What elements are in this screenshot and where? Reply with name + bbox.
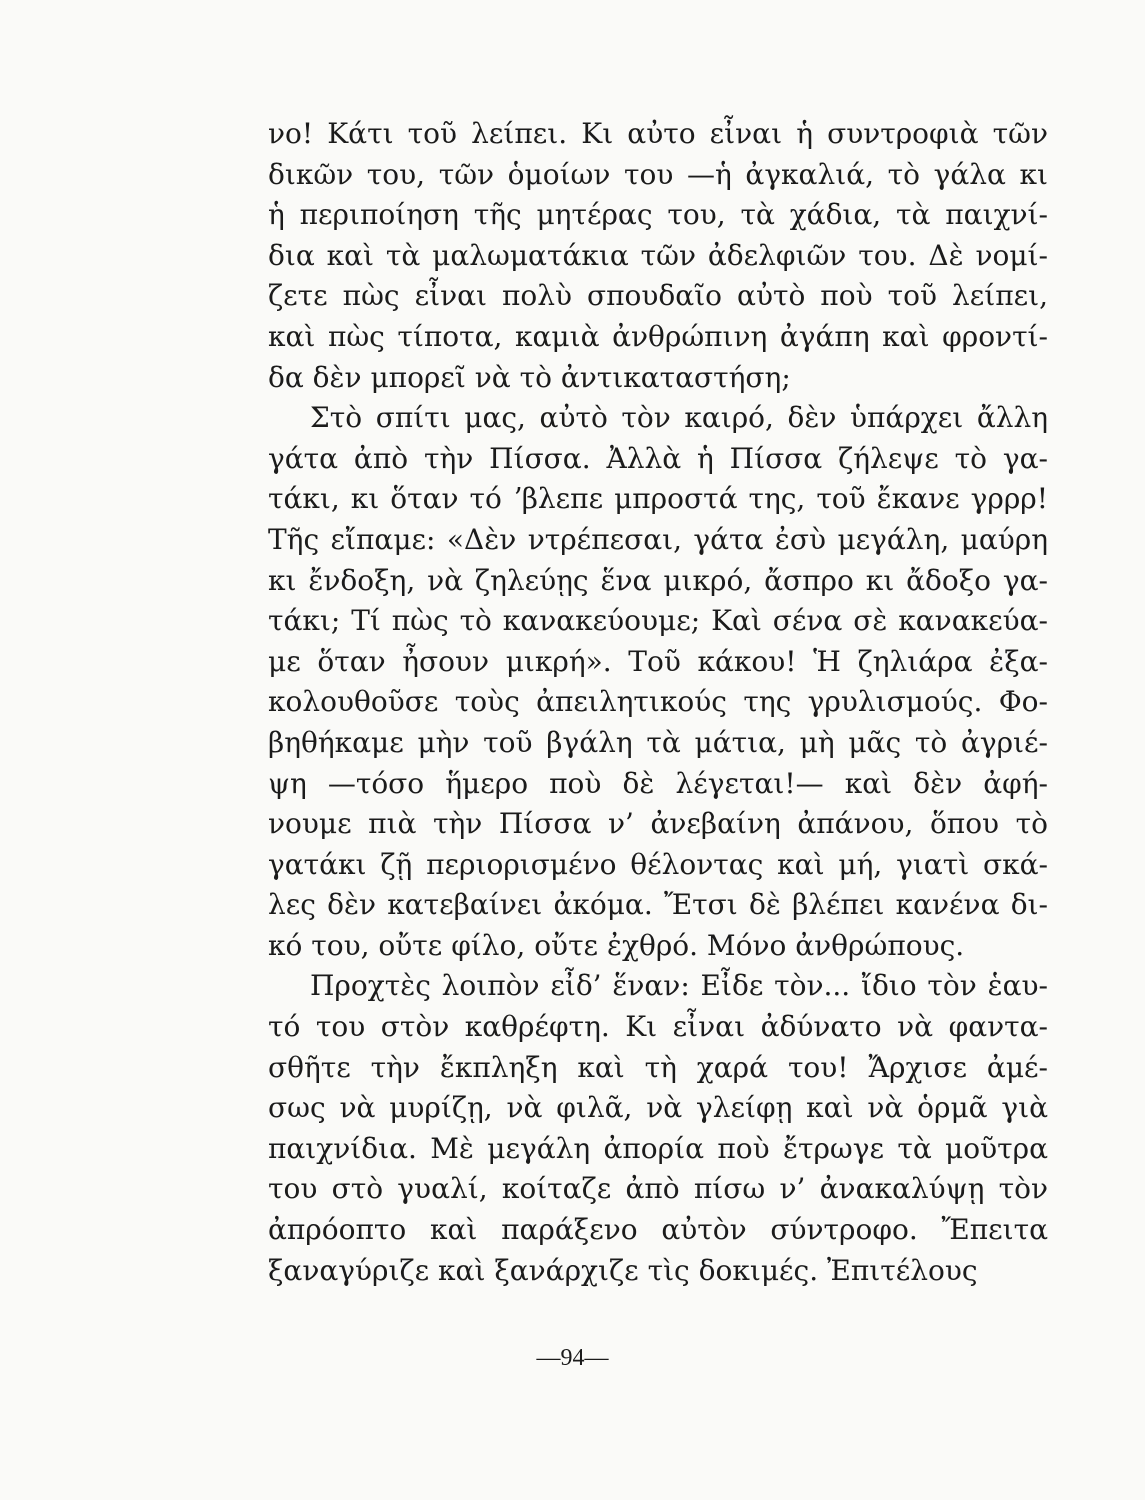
text-line: σθῆτε τὴν ἔκπληξη καὶ τὴ χαρά του! Ἄρχισε ἀμέ- — [268, 1050, 1048, 1084]
text-line: ζετε πὼς εἶναι πολὺ σπουδαῖο αὐτὸ ποὺ τοῦ λείπει, — [268, 279, 1048, 313]
text-line: Προχτὲς λοιπὸν εἶδ’ ἕναν: Εἶδε τὸν... ἴδιο τὸν ἑαυ- — [310, 969, 1048, 1003]
text-line: λες δὲν κατεβαίνει ἀκόμα. Ἔτσι δὲ βλέπει κανένα δι- — [268, 888, 1048, 922]
paragraph — [268, 966, 1048, 1291]
text-line: κι ἔνδοξη, νὰ ζηλεύῃς ἕνα μικρό, ἄσπρο κι ἄδοξο γα- — [268, 563, 1048, 597]
text-line: με ὅταν ἦσουν μικρή». Τοῦ κάκου! Ἡ ζηλιάρα ἐξα- — [268, 644, 1048, 678]
paragraph — [268, 398, 1048, 966]
text-line: κό του, οὔτε φίλο, οὔτε ἐχθρό. Μόνο ἀνθρώπους. — [268, 928, 965, 962]
text-line: ψη —τόσο ἥμερο ποὺ δὲ λέγεται!— καὶ δὲν ἀφή- — [268, 766, 1048, 800]
text-line: καὶ πὼς τίποτα, καμιὰ ἀνθρώπινη ἀγάπη καὶ φροντί- — [268, 319, 1048, 353]
text-line: του στὸ γυαλί, κοίταζε ἀπὸ πίσω ν’ ἀνακαλύψῃ τὸν — [268, 1172, 1048, 1206]
text-line: τό του στὸν καθρέφτη. Κι εἶναι ἀδύνατο νὰ φαντα- — [268, 1010, 1048, 1044]
page-number: —94— — [536, 1345, 609, 1371]
text-line: γατάκι ζῇ περιορισμένο θέλοντας καὶ μή, γιατὶ σκά- — [268, 847, 1048, 881]
text-line: ξαναγύριζε καὶ ξανάρχιζε τὶς δοκιμές. Ἐπιτέλους — [268, 1253, 978, 1287]
text-line: νουμε πιὰ τὴν Πίσσα ν’ ἀνεβαίνη ἀπάνου, ὅπου τὸ — [268, 807, 1048, 841]
text-line: παιχνίδια. Μὲ μεγάλη ἀπορία ποὺ ἔτρωγε τὰ μοῦτρα — [268, 1131, 1048, 1165]
text-line: δια καὶ τὰ μαλωματάκια τῶν ἀδελφιῶν του. Δὲ νομί- — [268, 238, 1048, 272]
text-line: βηθήκαμε μὴν τοῦ βγάλη τὰ μάτια, μὴ μᾶς τὸ ἀγριέ- — [268, 725, 1048, 759]
text-line: σως νὰ μυρίζῃ, νὰ φιλᾶ, νὰ γλείφῃ καὶ νὰ ὁρμᾶ γιὰ — [268, 1091, 1048, 1125]
text-line: δικῶν του, τῶν ὁμοίων του —ἡ ἀγκαλιά, τὸ γάλα κι — [268, 157, 1048, 191]
paragraph — [268, 114, 1048, 398]
text-line: ἀπρόοπτο καὶ παράξενο αὐτὸν σύντροφο. Ἔπειτα — [268, 1213, 1048, 1247]
text-line: τάκι; Τί πὼς τὸ κανακεύουμε; Καὶ σένα σὲ κανακεύα- — [268, 604, 1048, 638]
text-line: κολουθοῦσε τοὺς ἀπειλητικούς της γρυλισμούς. Φο- — [268, 685, 1048, 719]
text-line: Στὸ σπίτι μας, αὐτὸ τὸν καιρό, δὲν ὑπάρχει ἄλλη — [310, 401, 1048, 435]
text-line: νο! Κάτι τοῦ λείπει. Κι αὐτο εἶναι ἡ συντροφιὰ τῶν — [268, 117, 1048, 150]
text-line: γάτα ἀπὸ τὴν Πίσσα. Ἀλλὰ ἡ Πίσσα ζήλεψε τὸ γα- — [268, 441, 1048, 475]
body-text — [268, 114, 1048, 1291]
text-line: Τῆς εἴπαμε: «Δὲν ντρέπεσαι, γάτα ἐσὺ μεγάλη, μαύρη — [268, 522, 1048, 556]
text-line: δα δὲν μπορεῖ νὰ τὸ ἀντικαταστήση; — [268, 360, 791, 394]
text-line: τάκι, κι ὅταν τό ʼβλεπε μπροστά της, τοῦ ἔκανε γρρρ! — [268, 482, 1048, 516]
text-line: ἡ περιποίηση τῆς μητέρας του, τὰ χάδια, τὰ παιχνί- — [268, 198, 1048, 232]
